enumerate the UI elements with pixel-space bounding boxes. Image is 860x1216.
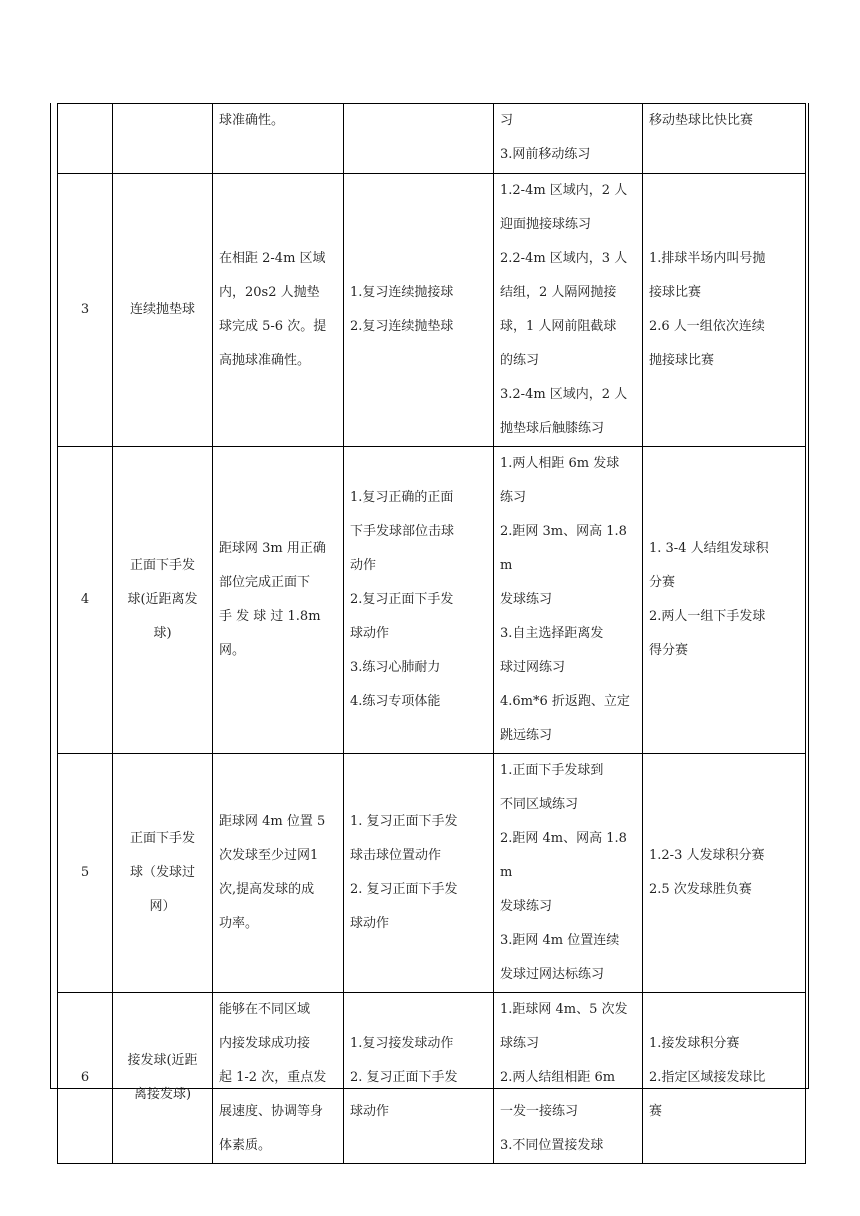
cell-text-line: 连续抛垫球 — [129, 302, 195, 317]
table-body — [58, 104, 806, 1164]
cell-text-line: 1.排球半场内叫号抛 — [649, 251, 766, 266]
content-name-cell — [113, 754, 213, 993]
cell-text-line: 2.指定区域接发球比 — [649, 1070, 766, 1085]
game-activity-cell — [643, 447, 806, 754]
cell-text-line: 3.练习心肺耐力 — [350, 660, 441, 675]
cell-text-line: 球准确性。 — [219, 113, 285, 128]
review-activity-cell — [344, 754, 494, 993]
cell-text-line: 发球过网达标练习 — [500, 967, 605, 982]
cell-text-line: 球，1 人网前阻截球 — [500, 319, 617, 334]
cell-text-line: 距球网 3m 用正确 — [219, 541, 326, 556]
cell-text-line: 网） — [149, 899, 176, 914]
cell-text-line: 接球比赛 — [649, 285, 702, 300]
review-activity-cell — [344, 104, 494, 174]
cell-text-line: 2.复习正面下手发 — [350, 592, 454, 607]
cell-text-line: 不同区域练习 — [500, 797, 579, 812]
cell-text-line: 次,提高发球的成 — [219, 882, 315, 897]
cell-text-line: 抛垫球后触膝练习 — [500, 421, 605, 436]
cell-text-line: 正面下手发 — [129, 831, 195, 846]
practice-activity-cell — [494, 447, 643, 754]
cell-text-line: 1.接发球积分赛 — [649, 1036, 740, 1051]
cell-text: 5 — [80, 865, 90, 880]
cell-text-line: 的练习 — [500, 353, 540, 368]
cell-text-line: 赛 — [649, 1104, 663, 1119]
cell-text-line: 球练习 — [500, 1036, 540, 1051]
game-activity-cell — [643, 174, 806, 447]
cell-text-line: 球过网练习 — [500, 660, 566, 675]
cell-text-line: 习 — [500, 113, 514, 128]
cell-text-line: 体素质。 — [219, 1138, 272, 1153]
learning-goal-cell — [213, 754, 344, 993]
cell-text-line: 球完成 5-6 次。提 — [219, 319, 327, 334]
lesson-number-cell — [58, 447, 113, 754]
cell-text-line: 起 1-2 次，重点发 — [219, 1070, 327, 1085]
cell-text-line: 3.2-4m 区域内，2 人 — [500, 387, 628, 402]
cell-text-line: 1.距球网 4m、5 次发 — [500, 1002, 628, 1017]
cell-text-line: 1.复习正确的正面 — [350, 490, 454, 505]
lesson-number-cell — [58, 104, 113, 174]
review-activity-cell — [344, 447, 494, 754]
cell-text-line: 部位完成正面下 — [219, 575, 311, 590]
cell-text-line: 接发球(近距 — [127, 1053, 198, 1068]
cell-text-line: 高抛球准确性。 — [219, 353, 311, 368]
cell-text-line: 2.两人结组相距 6m — [500, 1070, 616, 1085]
cell-text-line: 跳远练习 — [500, 728, 553, 743]
cell-text-line: 2.2-4m 区域内，3 人 — [500, 251, 628, 266]
cell-text-line: 2. 复习正面下手发 — [350, 882, 458, 897]
cell-text-line: 2.6 人一组依次连续 — [649, 319, 765, 334]
cell-text-line: 下手发球部位击球 — [350, 524, 455, 539]
practice-activity-cell — [494, 754, 643, 993]
cell-text-line: 4.6m*6 折返跑、立定 — [500, 694, 630, 709]
cell-text-line: 3.不同位置接发球 — [500, 1138, 604, 1153]
cell-text-line: 2.5 次发球胜负赛 — [649, 882, 752, 897]
table-row — [58, 174, 806, 447]
cell-text-line: 在相距 2-4m 区域 — [219, 251, 326, 266]
cell-text-line: 次发球至少过网1 — [219, 848, 319, 863]
game-activity-cell — [643, 993, 806, 1164]
learning-goal-cell — [213, 447, 344, 754]
cell-text-line: 1.复习接发球动作 — [350, 1036, 454, 1051]
lesson-number-cell — [58, 754, 113, 993]
cell-text-line: 功率。 — [219, 916, 259, 931]
learning-goal-cell — [213, 104, 344, 174]
cell-text-line: 1. 3-4 人结组发球积 — [649, 541, 769, 556]
cell-text-line: 2.复习连续抛垫球 — [350, 319, 454, 334]
cell-text-line: 得分赛 — [649, 643, 689, 658]
cell-text-line: 2.两人一组下手发球 — [649, 609, 766, 624]
table-row — [58, 447, 806, 754]
learning-goal-cell — [213, 174, 344, 447]
cell-text-line: 球（发球过 — [129, 865, 195, 880]
game-activity-cell — [643, 754, 806, 993]
review-activity-cell — [344, 993, 494, 1164]
lesson-number-cell — [58, 174, 113, 447]
cell-text-line: 1.2-4m 区域内，2 人 — [500, 183, 628, 198]
cell-text-line: 结组，2 人隔网抛接 — [500, 285, 617, 300]
cell-text-line: 4.练习专项体能 — [350, 694, 441, 709]
review-activity-cell — [344, 174, 494, 447]
table-row — [58, 754, 806, 993]
cell-text-line: 网。 — [219, 643, 246, 658]
cell-text: 6 — [80, 1070, 90, 1085]
practice-activity-cell — [494, 104, 643, 174]
cell-text-line: 能够在不同区域 — [219, 1002, 311, 1017]
cell-text-line: 3.自主选择距离发 — [500, 626, 604, 641]
cell-text-line: 手 发 球 过 1.8m — [219, 609, 321, 624]
table-row — [58, 104, 806, 174]
cell-text-line: 分赛 — [649, 575, 676, 590]
cell-text-line: 内，20s2 人抛垫 — [219, 285, 320, 300]
cell-text-line: 1.正面下手发球到 — [500, 763, 604, 778]
cell-text-line: 1.复习连续抛接球 — [350, 285, 454, 300]
cell-text-line: 距球网 4m 位置 5 — [219, 814, 326, 829]
practice-activity-cell — [494, 993, 643, 1164]
cell-text-line: 2. 复习正面下手发 — [350, 1070, 458, 1085]
cell-text-line: 抛接球比赛 — [649, 353, 715, 368]
table-row — [58, 993, 806, 1164]
cell-text-line: 移动垫球比快比赛 — [649, 113, 754, 128]
cell-text-line: 迎面抛接球练习 — [500, 217, 592, 232]
cell-text-line: 练习 — [500, 490, 527, 505]
cell-text-line: 1.两人相距 6m 发球 — [500, 456, 620, 471]
cell-text-line: 内接发球成功接 — [219, 1036, 311, 1051]
cell-text-line: 3.距网 4m 位置连续 — [500, 933, 620, 948]
cell-text: 4 — [80, 592, 90, 607]
cell-text-line: 一发一接练习 — [500, 1104, 579, 1119]
cell-text-line: 1.2-3 人发球积分赛 — [649, 848, 765, 863]
content-name-cell — [113, 993, 213, 1164]
cell-text: 3 — [80, 302, 90, 317]
cell-text-line: 球(近距离发 — [127, 592, 198, 607]
cell-text-line: 球动作 — [350, 626, 390, 641]
cell-text-line: 正面下手发 — [129, 558, 195, 573]
cell-text-line: 3.网前移动练习 — [500, 147, 591, 162]
learning-goal-cell — [213, 993, 344, 1164]
game-activity-cell — [643, 104, 806, 174]
lesson-number-cell — [58, 993, 113, 1164]
cell-text-line: 展速度、协调等身 — [219, 1104, 324, 1119]
cell-text-line: 发球练习 — [500, 592, 553, 607]
cell-text-line: 动作 — [350, 558, 377, 573]
cell-text-line: 发球练习 — [500, 899, 553, 914]
content-name-cell — [113, 447, 213, 754]
cell-text-line: 离接发球) — [133, 1087, 192, 1102]
cell-text-line: 球击球位置动作 — [350, 848, 442, 863]
practice-activity-cell — [494, 174, 643, 447]
cell-text-line: 球动作 — [350, 916, 390, 931]
cell-text-line: 2.距网 4m、网高 1.8m — [500, 831, 627, 880]
cell-text-line: 2.距网 3m、网高 1.8m — [500, 524, 627, 573]
cell-text-line: 1. 复习正面下手发 — [350, 814, 458, 829]
cell-text-line: 球动作 — [350, 1104, 390, 1119]
content-name-cell — [113, 174, 213, 447]
lesson-plan-table — [57, 103, 806, 1164]
content-name-cell — [113, 104, 213, 174]
cell-text-line: 球) — [153, 626, 172, 641]
